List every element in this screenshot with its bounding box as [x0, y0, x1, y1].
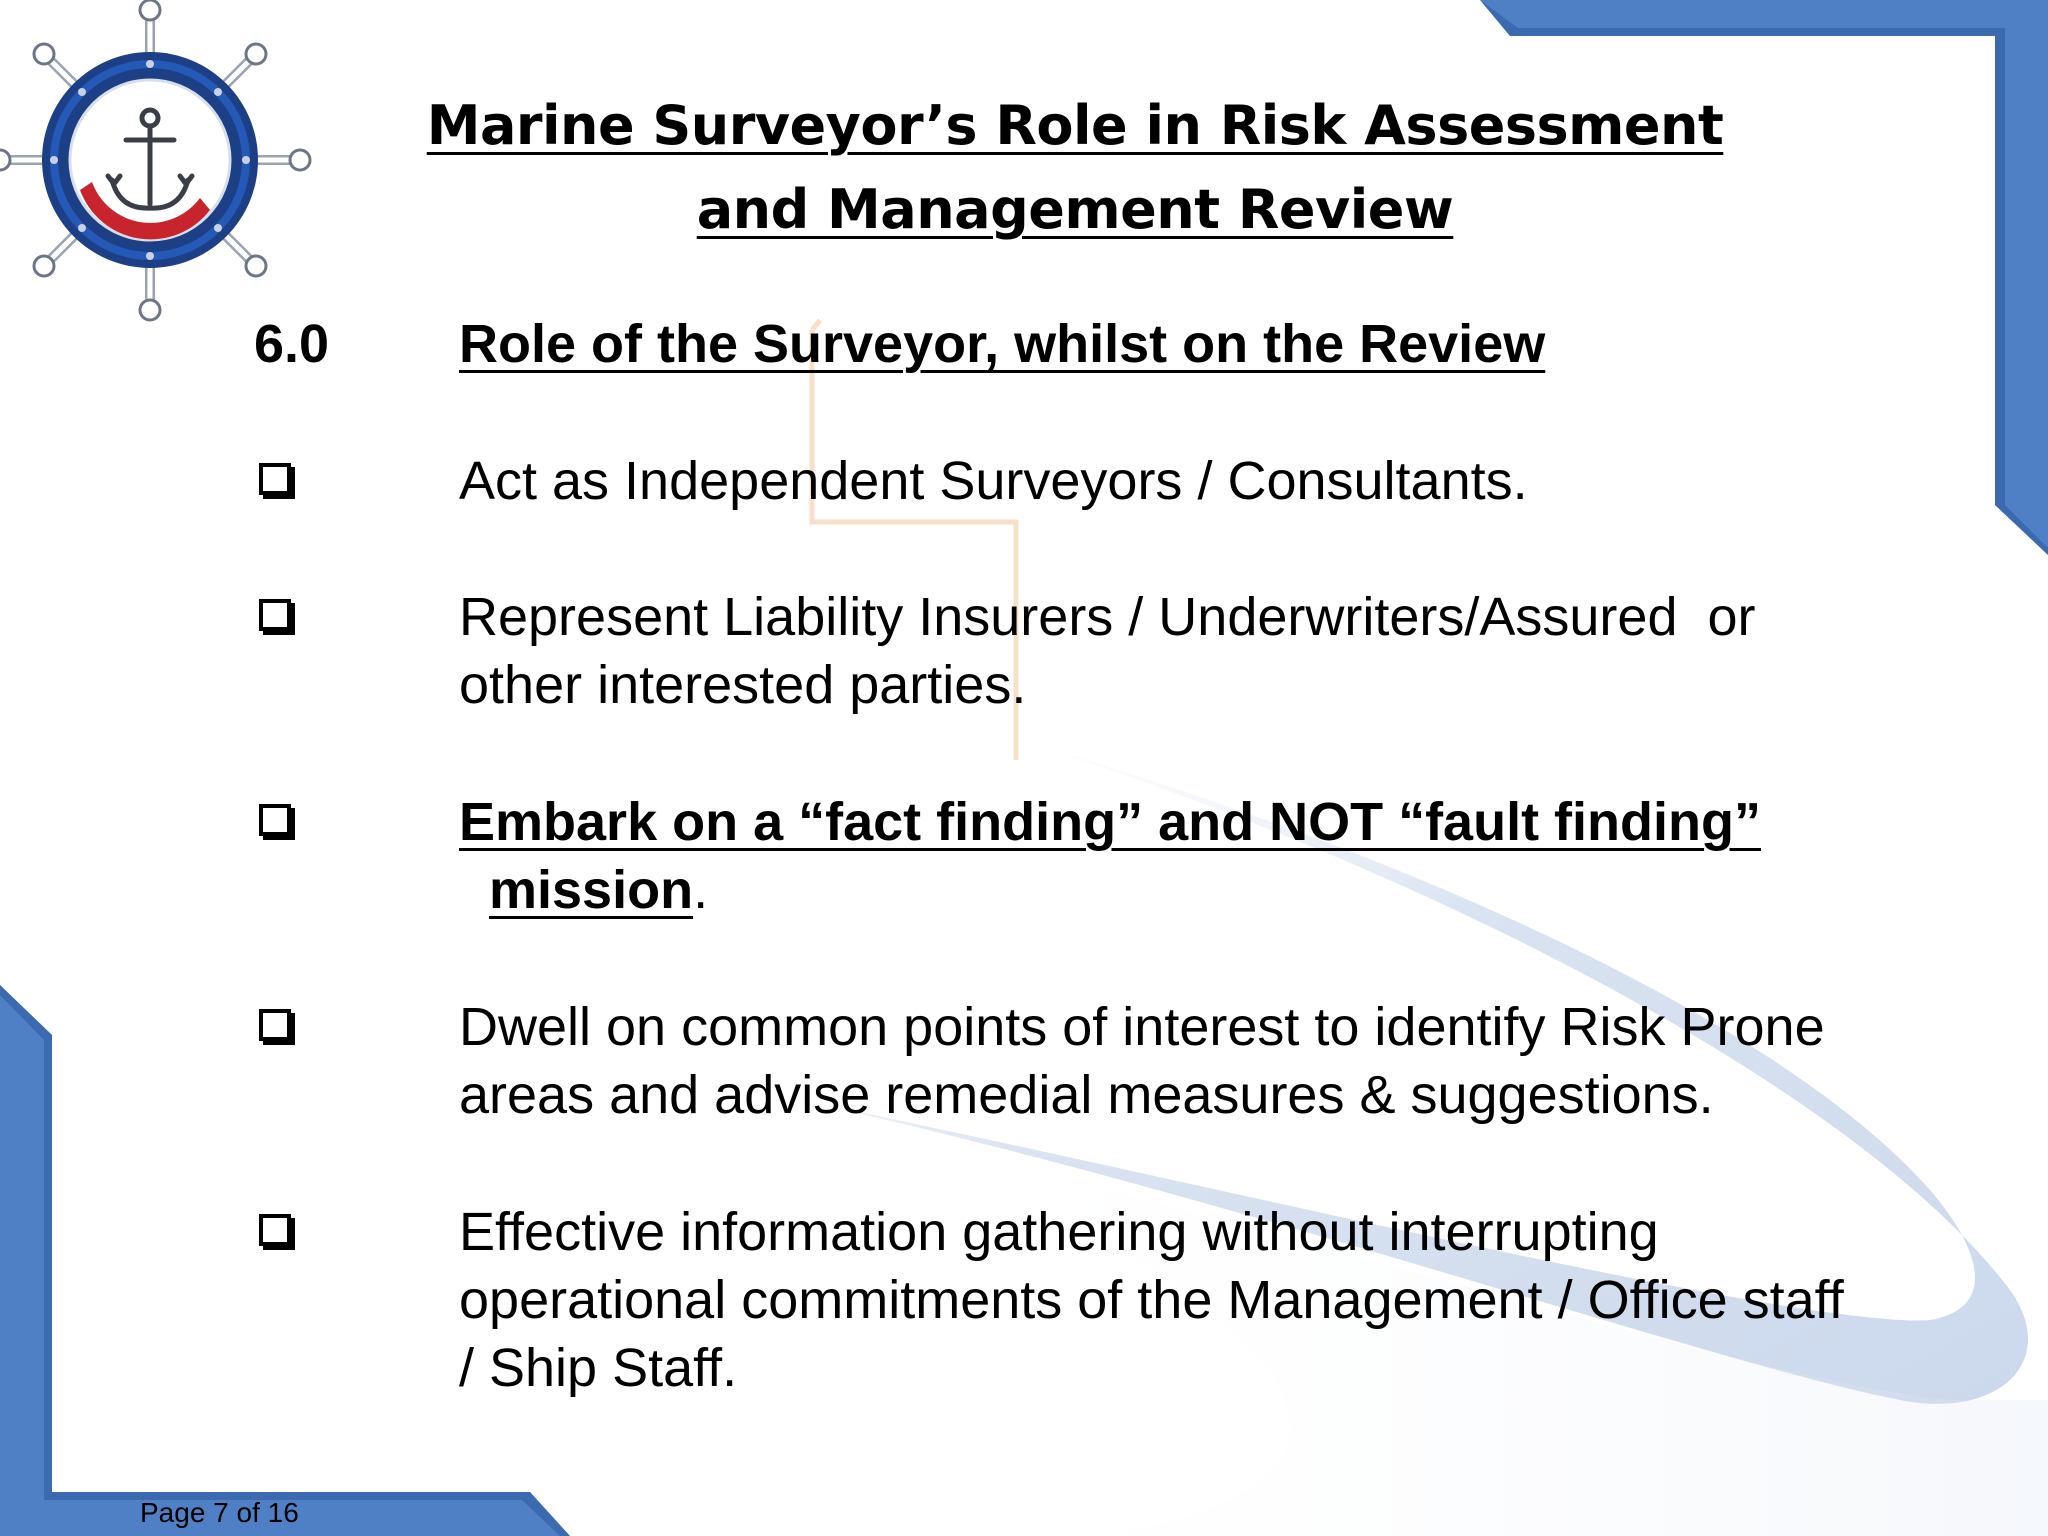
bullet-2-line-2: other interested parties. — [459, 655, 1027, 715]
bullet-1-line-1: Act as Independent Surveyors / Consultants. — [459, 451, 1528, 511]
bullet-item-3 — [459, 788, 1969, 924]
bullet-item-2 — [459, 583, 1969, 719]
section-heading: Role of the Surveyor, whilst on the Review — [459, 314, 1546, 374]
hollow-square-bullet-icon — [259, 804, 291, 836]
title-line-2: and Management Review — [696, 178, 1454, 241]
bullet-5-line-2: operational commitments of the Management / Office staff — [459, 1270, 1844, 1330]
ship-wheel-anchor-logo — [0, 0, 320, 330]
bullet-5-line-3: / Ship Staff. — [459, 1338, 738, 1398]
slide-title — [360, 84, 1790, 252]
hollow-square-bullet-icon — [259, 463, 291, 495]
bullet-item-5 — [459, 1198, 1969, 1402]
hollow-square-bullet-icon — [259, 1009, 291, 1041]
page-number: Page 7 of 16 — [140, 1497, 299, 1528]
bullet-3-line-2: mission — [489, 860, 694, 920]
title-line-1: Marine Surveyor’s Role in Risk Assessment — [426, 94, 1724, 157]
bullet-2-line-1: Represent Liability Insurers / Underwriters/Assured or — [459, 587, 1756, 647]
hollow-square-bullet-icon — [259, 599, 291, 631]
bullet-item-1 — [459, 447, 1969, 515]
bullet-item-4 — [459, 993, 1969, 1129]
bullet-5-line-1: Effective information gathering without interrupting — [459, 1202, 1659, 1262]
hollow-square-bullet-icon — [259, 1214, 291, 1246]
bullet-3-line-2-suffix: . — [693, 860, 709, 920]
bullet-3-line-1: Embark on a “fact finding” and NOT “fault finding” — [459, 792, 1761, 852]
bullet-4-line-1: Dwell on common points of interest to identify Risk Prone — [459, 997, 1825, 1057]
section-number: 6.0 — [254, 314, 330, 374]
bullet-4-line-2: areas and advise remedial measures & suggestions. — [459, 1065, 1714, 1125]
